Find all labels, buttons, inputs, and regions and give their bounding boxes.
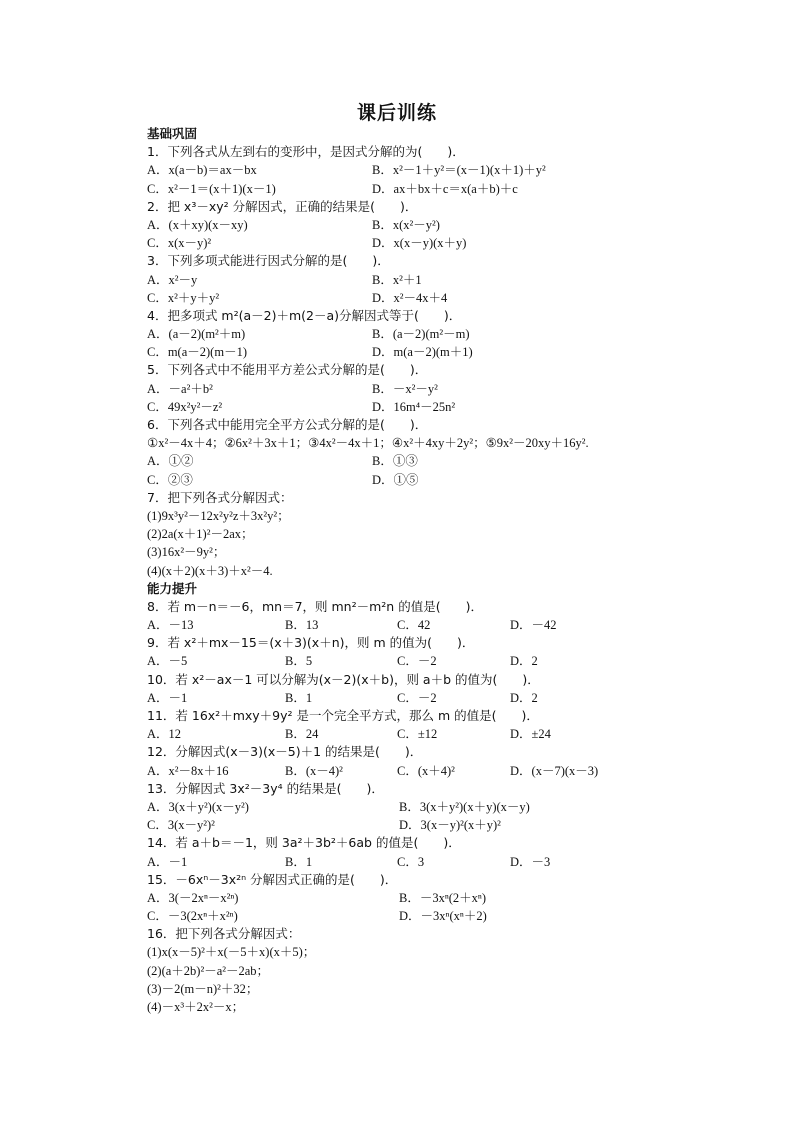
option-b: B．x²＋1 xyxy=(372,272,422,287)
option-c: C．②③ xyxy=(147,472,193,487)
question-1-options-row1 xyxy=(147,161,667,179)
question-16-part-2: (2)(a＋2b)²－a²－2ab； xyxy=(147,963,270,978)
question-9-options xyxy=(147,652,667,670)
question-13: 13．分解因式 3x²－3y⁴ 的结果是( )． xyxy=(147,780,384,796)
question-10-options xyxy=(147,689,667,707)
option-a: A．(x＋xy)(x－xy) xyxy=(147,217,248,232)
option-a: A．x²－8x＋16 xyxy=(147,763,229,778)
question-11: 11．若 16x²＋mxy＋9y² 是一个完全平方式，那么 m 的值是( )． xyxy=(147,708,539,723)
question-15-options-row2 xyxy=(147,907,667,925)
option-d: D．－3xⁿ(xⁿ＋2) xyxy=(399,909,487,924)
question-13-options-row1 xyxy=(147,798,667,816)
option-a: A．－13 xyxy=(147,618,194,633)
option-a: A．－a²＋b² xyxy=(147,381,213,396)
option-c: C．3(x－y²)² xyxy=(147,818,215,833)
question-12-options xyxy=(147,762,667,780)
option-b: B．13 xyxy=(285,618,319,633)
question-13-options-row2 xyxy=(147,816,667,834)
option-c: C．3 xyxy=(397,854,425,869)
option-c: C．(x＋4)² xyxy=(397,763,455,778)
option-c: C．x(x－y)² xyxy=(147,236,212,251)
question-7-part-1: (1)9x³y²－12x²y²z＋3x²y²； xyxy=(147,508,290,523)
section-heading-basic: 基础巩固 xyxy=(147,126,198,141)
question-5-options-row1 xyxy=(147,380,667,398)
option-d: D．x²－4x＋4 xyxy=(372,290,448,305)
option-a: A．(a－2)(m²＋m) xyxy=(147,327,246,342)
question-2-options-row2 xyxy=(147,234,667,252)
option-b: B．(x－4)² xyxy=(285,763,343,778)
option-b: B．1 xyxy=(285,854,313,869)
option-c: C．±12 xyxy=(397,727,438,742)
option-b: B．x(x²－y²) xyxy=(372,217,440,232)
question-7-part-2: (2)2a(x＋1)²－2ax； xyxy=(147,527,254,542)
question-15-options-row1 xyxy=(147,889,667,907)
option-a: A．－5 xyxy=(147,654,188,669)
option-a: A．x(a－b)＝ax－bx xyxy=(147,163,257,178)
question-16-part-3: (3)－2(m－n)²＋32； xyxy=(147,981,259,996)
question-16-part-4: (4)－x³＋2x²－x； xyxy=(147,1000,245,1014)
question-list xyxy=(147,125,667,1016)
question-8-options xyxy=(147,616,667,634)
question-5: 5．下列各式中不能用平方差公式分解的是( )． xyxy=(147,362,428,378)
option-d: D．3(x－y)²(x＋y)² xyxy=(399,818,501,833)
question-15: 15．－6xⁿ－3x²ⁿ 分解因式正确的是( )． xyxy=(147,871,398,887)
question-1-options-row2 xyxy=(147,180,667,198)
option-a: A．3(x＋y²)(x－y²) xyxy=(147,799,249,814)
option-b: B．1 xyxy=(285,690,313,705)
question-4-options-row1 xyxy=(147,325,667,343)
question-2: 2．把 x³－xy² 分解因式，正确的结果是( )． xyxy=(147,198,418,214)
option-c: C．m(a－2)(m－1) xyxy=(147,345,247,360)
option-c: C．－3(2xⁿ＋x²ⁿ) xyxy=(147,909,238,924)
option-d: D．16m⁴－25n² xyxy=(372,399,456,414)
question-9: 9．若 x²＋mx－15＝(x＋3)(x＋n)，则 m 的值为( )． xyxy=(147,635,475,651)
option-c: C．49x²y²－z² xyxy=(147,399,223,414)
question-6: 6．下列各式中能用完全平方公式分解的是( )． xyxy=(147,417,428,432)
question-16-part-1: (1)x(x－5)²＋x(－5＋x)(x＋5)； xyxy=(147,945,316,960)
option-c: C．x²－1＝(x＋1)(x－1) xyxy=(147,181,276,196)
option-a: A．－1 xyxy=(147,690,188,705)
question-6-items: ①x²－4x＋4；②6x²＋3x＋1；③4x²－4x＋1；④x²＋4xy＋2y²；⑤9x²－20xy＋16y². xyxy=(147,436,589,451)
option-d: D．ax＋bx＋c＝x(a＋b)＋c xyxy=(372,181,518,196)
option-c: C．－2 xyxy=(397,690,437,705)
option-c: C．－2 xyxy=(397,654,437,669)
page-title: 课后训练 xyxy=(356,102,437,124)
option-d: D．2 xyxy=(510,654,538,669)
question-4-options-row2 xyxy=(147,343,667,361)
question-3: 3．下列多项式能进行因式分解的是( )． xyxy=(147,253,390,269)
question-4: 4．把多项式 m²(a－2)＋m(2－a)分解因式等于( )． xyxy=(147,307,462,323)
option-b: B．24 xyxy=(285,727,319,742)
question-5-options-row2 xyxy=(147,398,667,416)
question-16: 16．把下列各式分解因式： xyxy=(147,926,301,942)
option-a: A．－1 xyxy=(147,854,188,869)
question-6-options-row1 xyxy=(147,452,667,470)
option-d: D．±24 xyxy=(510,727,551,742)
question-7-part-3: (3)16x²－9y²； xyxy=(147,545,226,560)
option-d: D．－3 xyxy=(510,854,551,869)
option-d: D．①⑤ xyxy=(372,472,419,487)
option-b: B．－x²－y² xyxy=(372,381,438,396)
question-2-options-row1 xyxy=(147,216,667,234)
question-3-options-row1 xyxy=(147,271,667,289)
option-a: A．12 xyxy=(147,727,182,742)
option-a: A．x²－y xyxy=(147,272,198,287)
option-a: A．①② xyxy=(147,454,194,469)
option-b: B．x²－1＋y²＝(x－1)(x＋1)＋y² xyxy=(372,163,546,178)
question-11-options xyxy=(147,725,667,743)
question-14-options xyxy=(147,853,667,871)
option-c: C．x²＋y＋y² xyxy=(147,290,220,305)
option-a: A．3(－2xⁿ－x²ⁿ) xyxy=(147,890,239,905)
question-6-options-row2 xyxy=(147,471,667,489)
question-12: 12．分解因式(x－3)(x－5)＋1 的结果是( )． xyxy=(147,744,423,760)
option-d: D．2 xyxy=(510,690,538,705)
option-b: B．5 xyxy=(285,654,313,669)
question-3-options-row2 xyxy=(147,289,667,307)
option-d: D．m(a－2)(m＋1) xyxy=(372,345,473,360)
option-d: D．x(x－y)(x＋y) xyxy=(372,236,467,251)
question-1: 1．下列各式从左到右的变形中，是因式分解的为( )． xyxy=(147,144,465,160)
option-b: B．3(x＋y²)(x＋y)(x－y) xyxy=(399,799,530,814)
section-heading-ability: 能力提升 xyxy=(147,580,198,596)
option-b: B．－3xⁿ(2＋xⁿ) xyxy=(399,890,487,905)
question-7-part-4: (4)(x＋2)(x＋3)＋x²－4. xyxy=(147,563,273,578)
question-10: 10．若 x²－ax－1 可以分解为(x－2)(x＋b)，则 a＋b 的值为( )． xyxy=(147,671,540,687)
question-14: 14．若 a＋b＝－1，则 3a²＋3b²＋6ab 的值是( )． xyxy=(147,835,461,851)
question-7: 7．把下列各式分解因式： xyxy=(147,489,293,505)
option-c: C．42 xyxy=(397,618,431,633)
question-8: 8．若 m－n＝－6，mn＝7，则 mn²－m²n 的值是( )． xyxy=(147,598,483,614)
option-d: D．(x－7)(x－3) xyxy=(510,763,599,778)
option-b: B．①③ xyxy=(372,454,418,469)
option-b: B．(a－2)(m²－m) xyxy=(372,327,470,342)
option-d: D．－42 xyxy=(510,618,557,633)
